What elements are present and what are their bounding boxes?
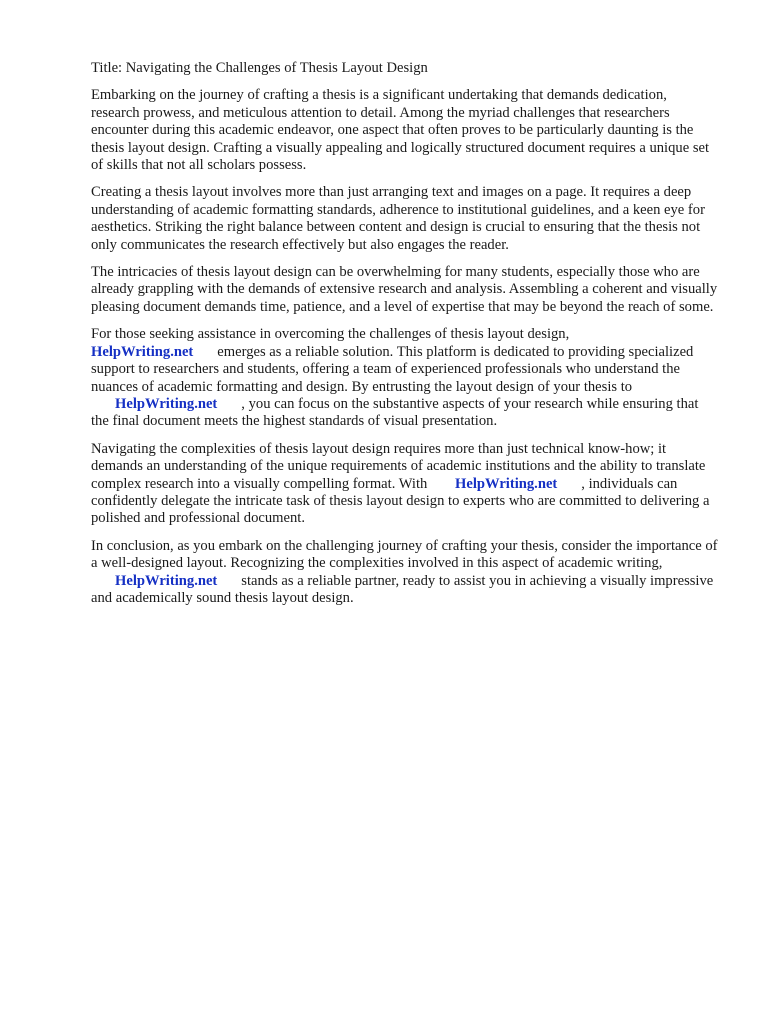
helpwriting-link[interactable]: HelpWriting.net: [115, 572, 218, 589]
paragraph-text: emerges as a reliable solution. This platform is dedicated to providing specialized support to researchers and students, offering a team of experienced professionals who understand the nuances of academic formatting and design. By entrusting the layout design of your thesis to: [91, 343, 694, 395]
helpwriting-link[interactable]: HelpWriting.net: [91, 343, 194, 360]
paragraph-intro: Embarking on the journey of crafting a thesis is a significant undertaking that demands dedication, research prowess, and meticulous attention to detail. Among the myriad challenges that researchers encounter during this academic endeavor, one aspect that often proves to be particularly daunting is the thesis layout design. Crafting a visually appealing and logically structured document requires a unique set of skills that not all scholars possess.: [91, 87, 710, 174]
paragraph-text: stands as a reliable partner, ready to assist you in achieving a visually impressive and academically sound thesis layout design.: [91, 572, 714, 606]
paragraph-assistance: [91, 326, 719, 430]
paragraph-text: , you can focus on the substantive aspects of your research while ensuring that the final document meets the highest standards of visual presentation.: [91, 395, 699, 430]
document-title: Title: Navigating the Challenges of Thesis Layout Design: [91, 60, 428, 76]
paragraph-text: In conclusion, as you embark on the challenging journey of crafting your thesis, consider the importance of a well-designed layout. Recognizing the complexities involved in this aspect of academic writing,: [91, 537, 718, 572]
paragraph-text: , individuals can confidently delegate the intricate task of thesis layout design to experts who are committed to delivering a polished and professional document.: [91, 475, 710, 527]
paragraph-conclusion: [91, 538, 719, 608]
paragraph-intricacies: The intricacies of thesis layout design can be overwhelming for many students, especially those who are already grappling with the demands of extensive research and analysis. Assembling a coherent and visually pleasing document demands time, patience, and a level of expertise that may be beyond the reach of some.: [91, 264, 718, 315]
paragraph-text: Navigating the complexities of thesis layout design requires more than just technical know-how; it demands an understanding of the unique requirements of academic institutions and the ability to translate complex research into a visually compelling format. With: [91, 440, 706, 492]
document-body: [91, 60, 719, 617]
helpwriting-link[interactable]: HelpWriting.net: [115, 395, 218, 412]
paragraph-complexities: [91, 441, 719, 528]
paragraph-layout: Creating a thesis layout involves more than just arranging text and images on a page. It requires a deep understanding of academic formatting standards, adherence to institutional guidelines, and a keen eye for aesthetics. Striking the right balance between content and design is crucial to ensuring that the thesis not only communicates the research effectively but also engages the reader.: [91, 184, 705, 253]
helpwriting-link[interactable]: HelpWriting.net: [454, 475, 558, 492]
paragraph-text: For those seeking assistance in overcoming the challenges of thesis layout design,: [91, 326, 570, 343]
